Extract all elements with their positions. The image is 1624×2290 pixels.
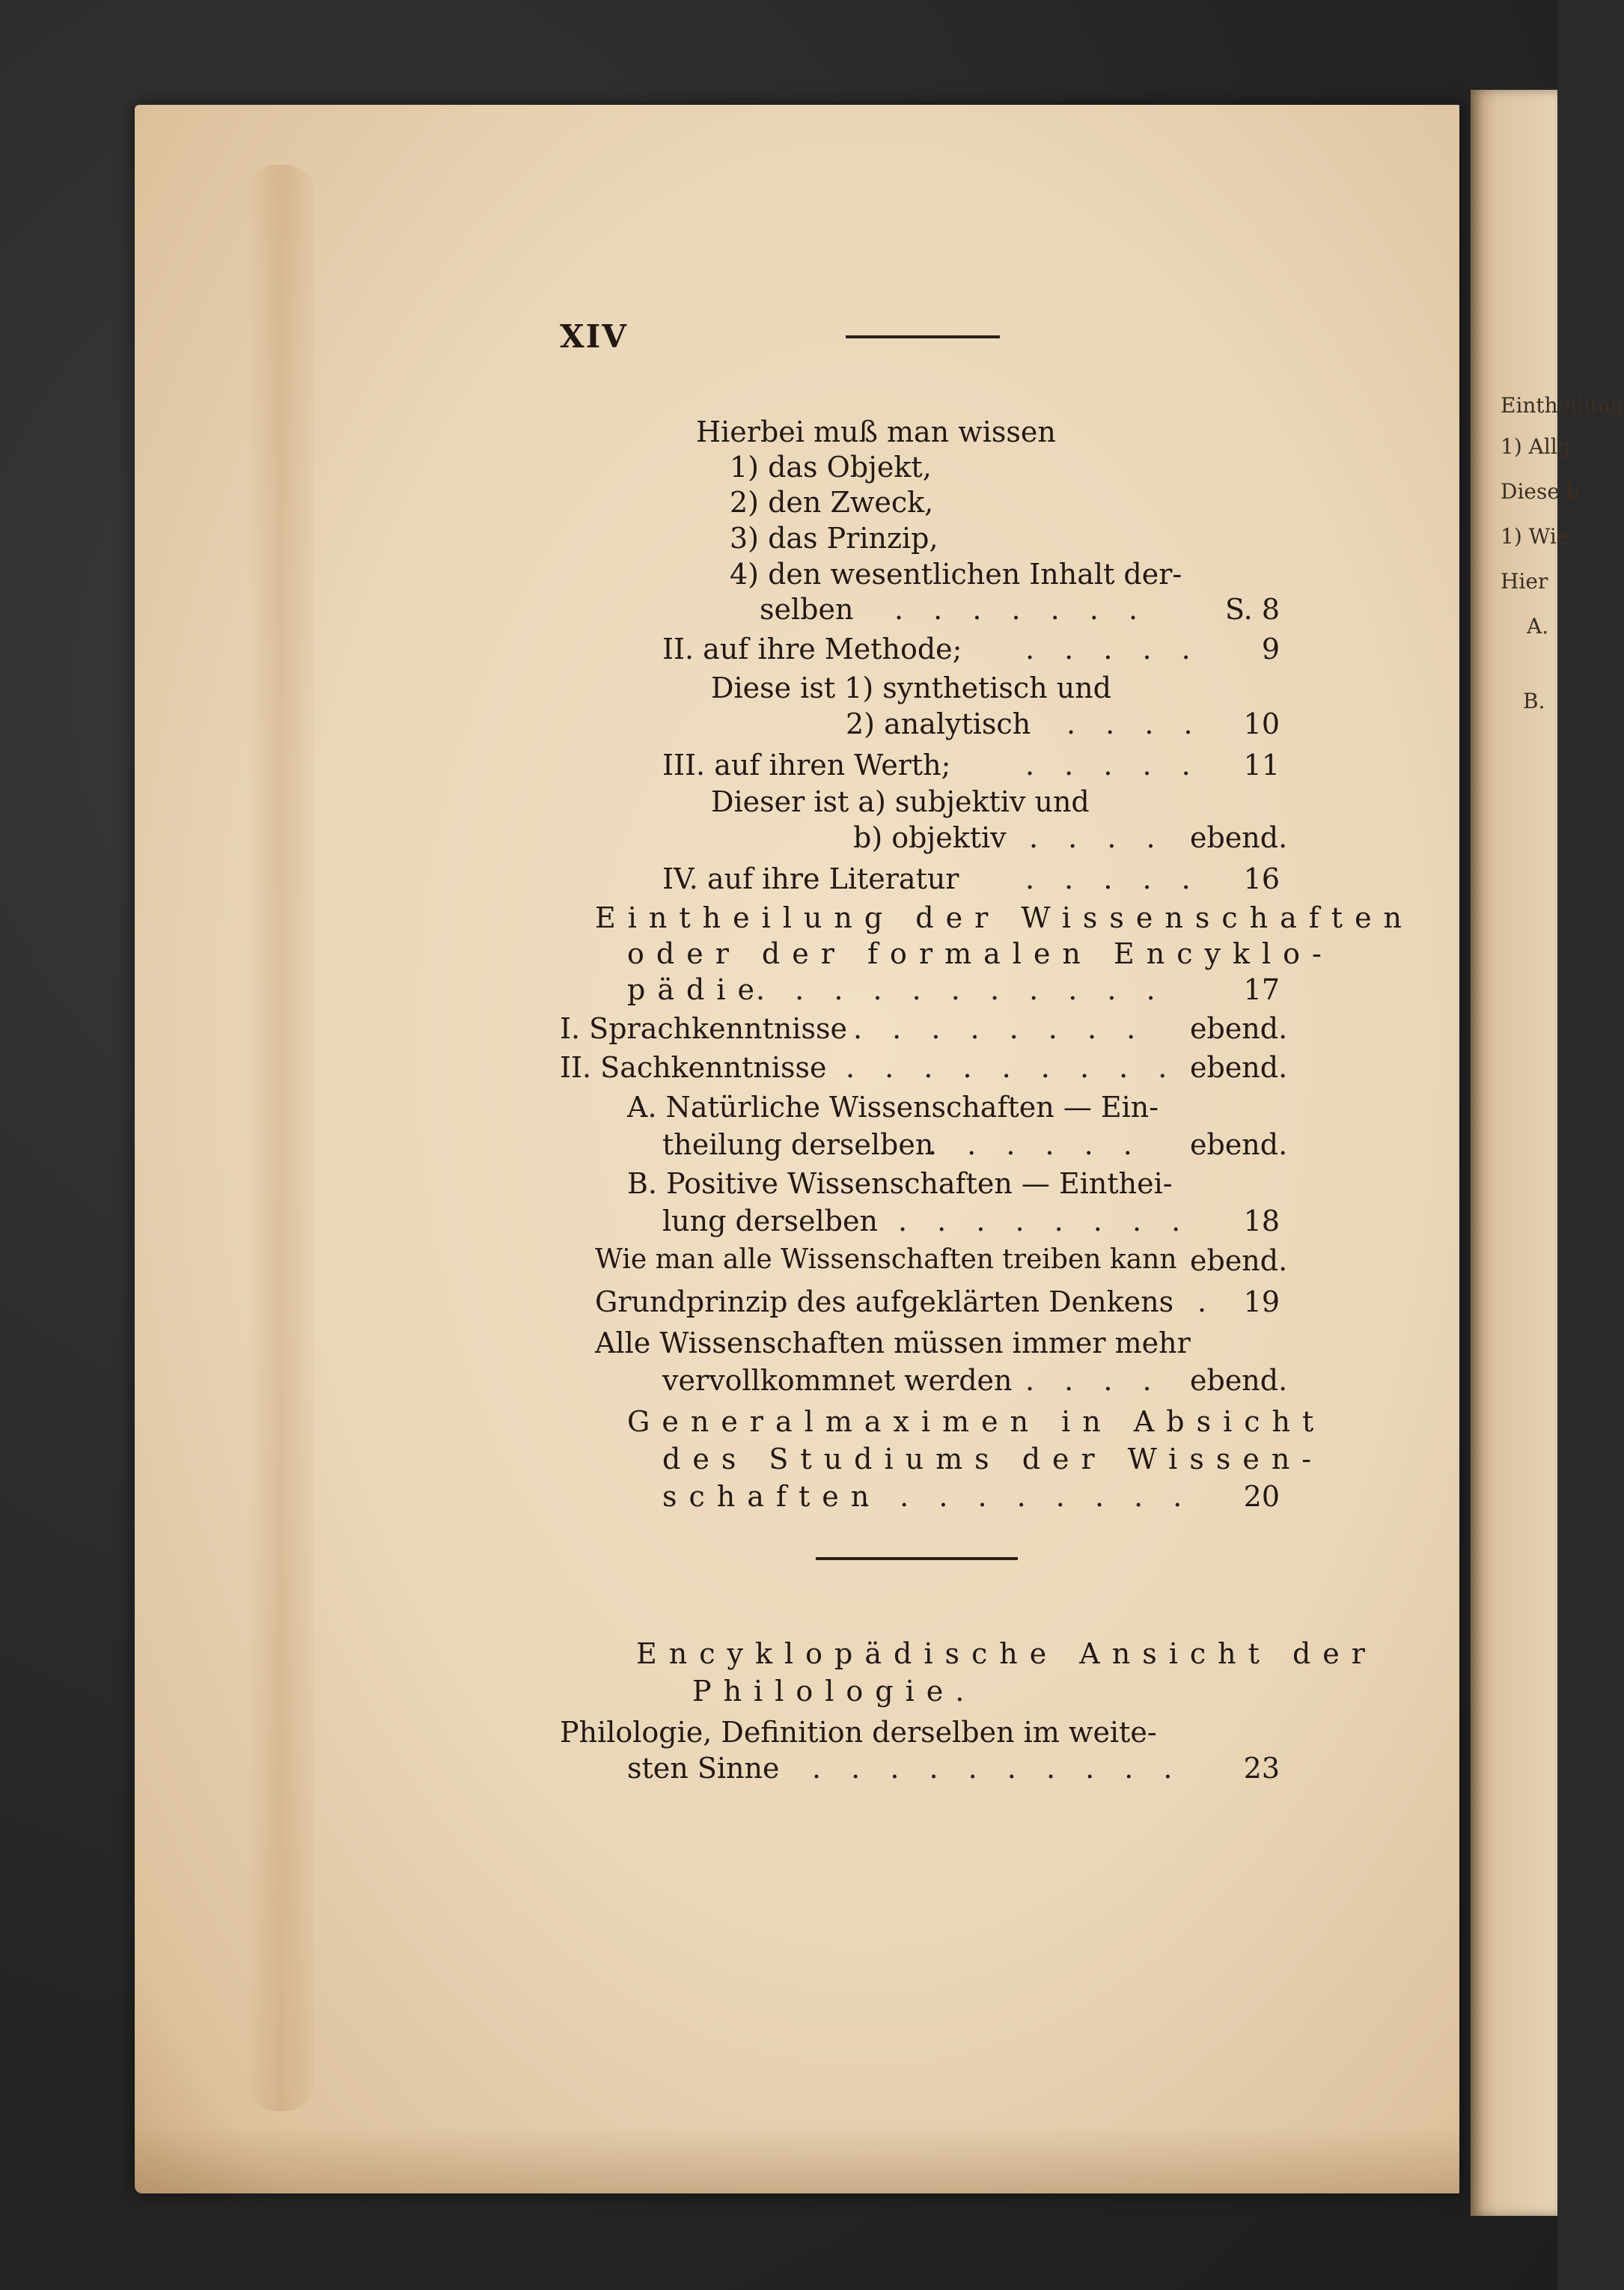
toc-section-heading: Generalmaximen in Absicht — [627, 1405, 1326, 1438]
toc-section-heading: schaften — [662, 1480, 882, 1513]
leader-dots: . . . . . . — [928, 1128, 1143, 1161]
toc-page-ref: ebend. — [1190, 1128, 1288, 1161]
leader-dots: . . . . — [1029, 821, 1166, 854]
toc-section-heading: Philologie. — [692, 1675, 977, 1708]
toc-section-heading: Encyklopädische Ansicht der — [636, 1637, 1377, 1670]
toc-section-heading: des Studiums der Wissen- — [662, 1443, 1324, 1476]
leader-dots: . . . . . . . . . — [846, 1051, 1178, 1084]
page-wear — [135, 2126, 1459, 2193]
toc-line: II. auf ihre Methode; — [662, 633, 962, 666]
leader-dots: . . . . . . . . . — [861, 1480, 1193, 1513]
facing-page-fragment: 1) Allg — [1501, 434, 1571, 459]
toc-page-ref: 20 — [1243, 1480, 1280, 1513]
toc-page-ref: 10 — [1243, 707, 1280, 740]
toc-page-ref: 19 — [1243, 1285, 1280, 1318]
section-divider — [816, 1557, 1018, 1560]
toc-line: 1) das Objekt, — [730, 451, 932, 484]
toc-line: 2) den Zweck, — [730, 486, 934, 519]
facing-page-fragment: Hier — [1501, 569, 1548, 594]
header-rule — [846, 335, 1000, 338]
toc-line: Philologie, Definition derselben im weite- — [560, 1716, 1157, 1749]
toc-line: I. Sprachkenntnisse — [560, 1012, 847, 1045]
toc-line: 3) das Prinzip, — [730, 522, 938, 555]
toc-line: lung derselben — [662, 1205, 878, 1237]
toc-line: Hierbei muß man wissen — [696, 415, 1056, 448]
leader-dots: . . . . . — [1025, 862, 1201, 895]
toc-page-ref: 11 — [1243, 749, 1280, 782]
toc-page-ref: ebend. — [1190, 1244, 1288, 1277]
toc-line: Alle Wissenschaften müssen immer mehr — [595, 1327, 1191, 1359]
toc-line: Wie man alle Wissenschaften treiben kann — [595, 1244, 1177, 1275]
page-number: XIV — [560, 318, 628, 355]
toc-line: b) objektiv — [853, 821, 1007, 854]
toc-line: sten Sinne — [627, 1752, 780, 1785]
facing-page-fragment: B. — [1523, 689, 1545, 713]
page-stain — [247, 165, 314, 2111]
facing-page-fragment: A. — [1527, 614, 1549, 639]
toc-line: 4) den wesentlichen Inhalt der- — [730, 558, 1182, 591]
toc-line: vervollkommnet werden — [662, 1364, 1013, 1397]
leader-dots: . . . . . . . . . . . — [756, 973, 1166, 1006]
facing-page-fragment: Diese b — [1501, 479, 1580, 504]
toc-line: II. Sachkenntnisse — [560, 1051, 827, 1084]
leader-dots: . . . . — [1066, 707, 1203, 740]
toc-line: selben — [760, 593, 854, 626]
toc-page-ref: ebend. — [1190, 821, 1288, 854]
toc-line: IV. auf ihre Literatur — [662, 862, 959, 895]
facing-page-edge — [1471, 90, 1624, 2216]
toc-line: 2) analytisch — [846, 707, 1031, 740]
toc-page-ref: 9 — [1261, 633, 1280, 666]
toc-line: Diese ist 1) synthetisch und — [711, 672, 1111, 704]
leader-dots: . . . . . . . — [894, 593, 1149, 626]
toc-section-heading: oder der formalen Encyklo- — [627, 937, 1334, 970]
toc-section-heading: Eintheilung der Wissenschaften — [595, 901, 1414, 934]
toc-page-ref: S. 8 — [1224, 593, 1280, 626]
toc-line: Grundprinzip des aufgeklärten Denkens — [595, 1285, 1174, 1318]
leader-dots: . . . . — [1025, 1364, 1162, 1397]
toc-line: B. Positive Wissenschaften — Einthei- — [627, 1167, 1173, 1200]
toc-line: Dieser ist a) subjektiv und — [711, 785, 1090, 818]
leader-dots: . . . . . — [1025, 749, 1201, 782]
leader-dots: . . . . . . . . — [853, 1012, 1147, 1045]
toc-line: A. Natürliche Wissenschaften — Ein- — [627, 1091, 1159, 1124]
facing-page-fragment: 1) Wie — [1501, 524, 1569, 549]
toc-page-ref: ebend. — [1190, 1012, 1288, 1045]
leader-dots: . — [1197, 1285, 1218, 1318]
leader-dots: . . . . . . . . . . — [812, 1752, 1183, 1785]
toc-page-ref: 16 — [1243, 862, 1280, 895]
toc-section-heading: pädie — [627, 973, 766, 1006]
toc-page-ref: ebend. — [1190, 1051, 1288, 1084]
leader-dots: . . . . . . . . — [898, 1205, 1191, 1237]
toc-line: III. auf ihren Werth; — [662, 749, 951, 782]
toc-page-ref: 23 — [1243, 1752, 1280, 1785]
toc-page-ref: 17 — [1243, 973, 1280, 1006]
leader-dots: . . . . . — [1025, 633, 1201, 666]
toc-line: theilung derselben — [662, 1128, 934, 1161]
toc-page-ref: 18 — [1243, 1205, 1280, 1237]
facing-page-fragment: Eintheilung — [1501, 393, 1624, 418]
toc-page-ref: ebend. — [1190, 1364, 1288, 1397]
